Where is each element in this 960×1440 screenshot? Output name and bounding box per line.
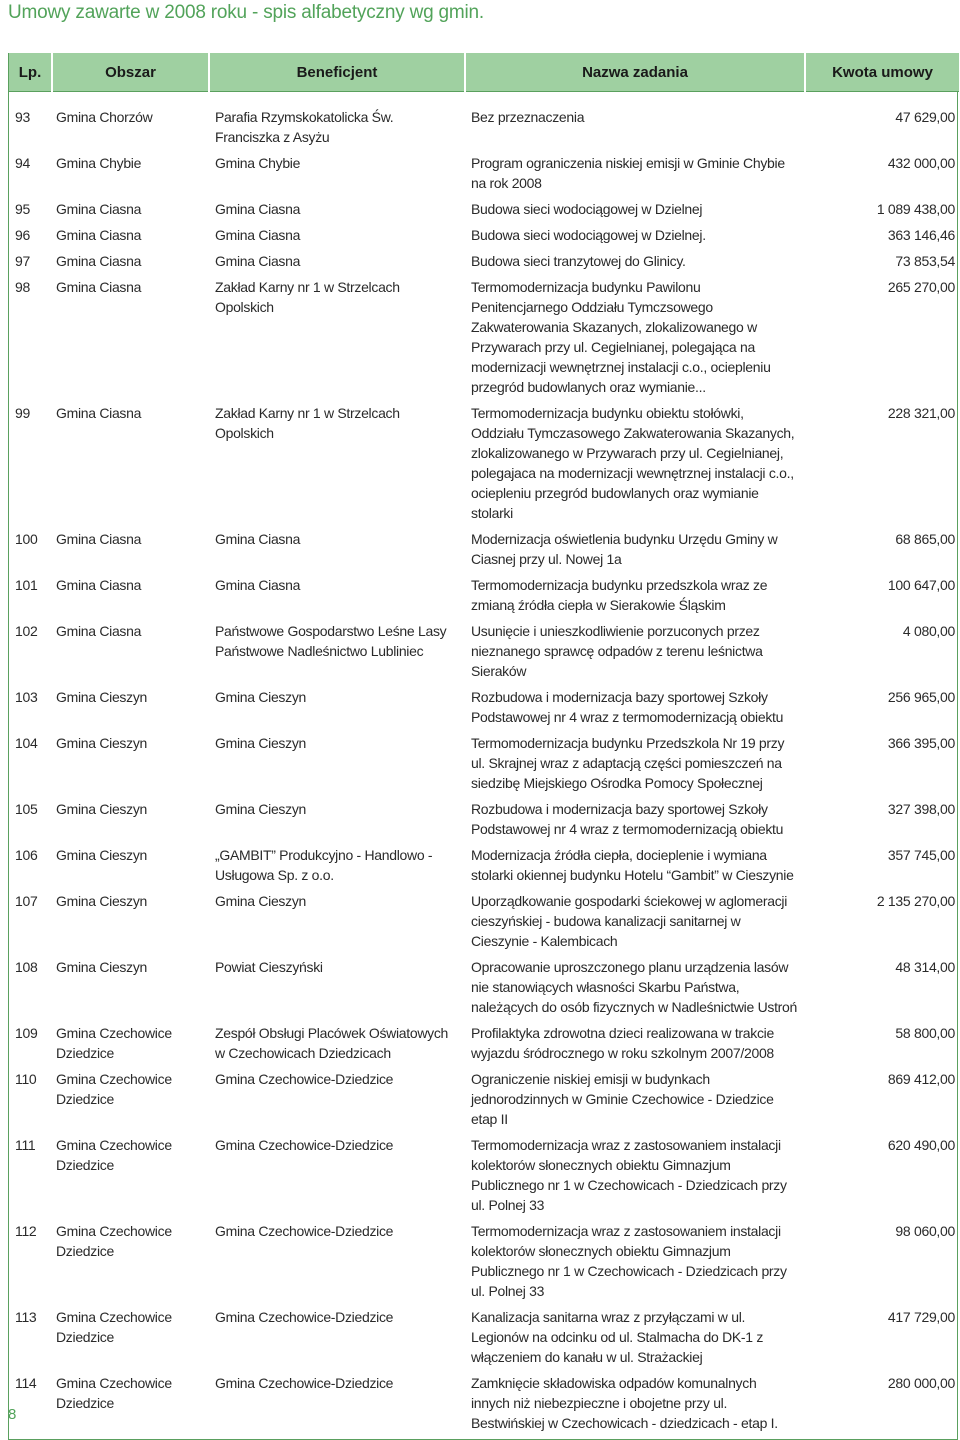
cell-kwota-umowy: 73 853,54 xyxy=(895,253,955,269)
contracts-table-container xyxy=(8,53,958,1440)
cell-lp: 103 xyxy=(15,689,38,705)
cell-lp: 100 xyxy=(15,531,38,547)
cell-obszar: Gmina Cieszyn xyxy=(56,847,148,863)
cell-kwota-umowy: 1 089 438,00 xyxy=(876,201,955,217)
table-row xyxy=(9,225,959,251)
cell-nazwa-zadania: Termomodernizacja wraz z zastosowaniem instalacji kolektorów słonecznych obiektu Gimnazjum Publicznego nr 1 w Czechowicach - Dziedzicach przy ul. Polnej 33 xyxy=(471,1223,787,1299)
cell-obszar: Gmina Czechowice Dziedzice xyxy=(56,1223,172,1259)
cell-nazwa-zadania: Modernizacja oświetlenia budynku Urzędu Gminy w Ciasnej przy ul. Nowej 1a xyxy=(471,531,778,567)
table-row xyxy=(9,277,959,403)
cell-nazwa-zadania: Termomodernizacja budynku obiektu stołówki, Oddziału Tymczasowego Zakwaterowania Skazanych, zlokalizowanego w Przywarach przy ul. Cegielnianej, polegajaca na modernizacji wewnętrznej instalacji c.o., ociepleniu przegród budowlanych oraz wymianie stolarki xyxy=(471,405,795,521)
cell-obszar: Gmina Ciasna xyxy=(56,253,142,269)
cell-kwota-umowy: 2 135 270,00 xyxy=(876,893,955,909)
cell-nazwa-zadania: Budowa sieci wodociągowej w Dzielnej. xyxy=(471,227,706,243)
cell-beneficjent: Gmina Ciasna xyxy=(215,577,301,593)
table-row xyxy=(9,1069,959,1135)
cell-beneficjent: „GAMBIT” Produkcyjno - Handlowo - Usługowa Sp. z o.o. xyxy=(215,847,433,883)
cell-nazwa-zadania: Budowa sieci tranzytowej do Glinicy. xyxy=(471,253,686,269)
cell-kwota-umowy: 48 314,00 xyxy=(895,959,955,975)
cell-lp: 98 xyxy=(15,279,30,295)
table-row xyxy=(9,199,959,225)
cell-nazwa-zadania: Ograniczenie niskiej emisji w budynkach jednorodzinnych w Gminie Czechowice - Dziedzice etap II xyxy=(471,1071,774,1127)
cell-lp: 101 xyxy=(15,577,38,593)
table-row xyxy=(9,529,959,575)
cell-kwota-umowy: 366 395,00 xyxy=(887,735,955,751)
cell-kwota-umowy: 620 490,00 xyxy=(887,1137,955,1153)
cell-lp: 93 xyxy=(15,109,30,125)
cell-beneficjent: Gmina Czechowice-Dziedzice xyxy=(215,1223,394,1239)
table-row xyxy=(9,1135,959,1221)
cell-kwota-umowy: 58 800,00 xyxy=(895,1025,955,1041)
cell-lp: 99 xyxy=(15,405,30,421)
cell-beneficjent: Parafia Rzymskokatolicka Św. Franciszka z Asyżu xyxy=(215,109,394,145)
header-nazwa-zadania: Nazwa zadania xyxy=(465,53,805,92)
cell-nazwa-zadania: Uporządkowanie gospodarki ściekowej w aglomeracji cieszyńskiej - budowa kanalizacji sanitarnej w Cieszynie - Kalembicach xyxy=(471,893,788,949)
cell-nazwa-zadania: Termomodernizacja budynku Przedszkola Nr 19 przy ul. Skrajnej wraz z adaptacją części pomieszczeń na siedzibę Miejskiego Ośrodka Pomocy Społecznej xyxy=(471,735,785,791)
cell-lp: 112 xyxy=(15,1223,37,1239)
cell-kwota-umowy: 98 060,00 xyxy=(895,1223,955,1239)
cell-obszar: Gmina Cieszyn xyxy=(56,689,148,705)
table-row xyxy=(9,1307,959,1373)
cell-obszar: Gmina Chybie xyxy=(56,155,142,171)
cell-beneficjent: Gmina Ciasna xyxy=(215,253,301,269)
cell-kwota-umowy: 4 080,00 xyxy=(902,623,955,639)
cell-kwota-umowy: 256 965,00 xyxy=(887,689,955,705)
cell-nazwa-zadania: Kanalizacja sanitarna wraz z przyłączami w ul. Legionów na odcinku od ul. Stalmacha do DK-1 z włączeniem do kanału w ul. Strażackiej xyxy=(471,1309,764,1365)
table-row xyxy=(9,799,959,845)
table-row xyxy=(9,733,959,799)
table-body xyxy=(9,92,959,1440)
cell-beneficjent: Gmina Czechowice-Dziedzice xyxy=(215,1071,394,1087)
cell-kwota-umowy: 357 745,00 xyxy=(887,847,955,863)
cell-beneficjent: Państwowe Gospodarstwo Leśne Lasy Państwowe Nadleśnictwo Lubliniec xyxy=(215,623,447,659)
table-row xyxy=(9,621,959,687)
table-row xyxy=(9,153,959,199)
cell-beneficjent: Gmina Cieszyn xyxy=(215,735,307,751)
cell-kwota-umowy: 68 865,00 xyxy=(895,531,955,547)
cell-kwota-umowy: 327 398,00 xyxy=(887,801,955,817)
cell-nazwa-zadania: Termomodernizacja wraz z zastosowaniem instalacji kolektorów słonecznych obiektu Gimnazjum Publicznego nr 1 w Czechowicach - Dziedzicach przy ul. Polnej 33 xyxy=(471,1137,787,1213)
cell-kwota-umowy: 417 729,00 xyxy=(887,1309,955,1325)
table-row xyxy=(9,1221,959,1307)
cell-obszar: Gmina Czechowice Dziedzice xyxy=(56,1137,172,1173)
cell-kwota-umowy: 869 412,00 xyxy=(887,1071,955,1087)
cell-nazwa-zadania: Termomodernizacja budynku przedszkola wraz ze zmianą źródła ciepła w Sierakowie Śląskim xyxy=(471,577,768,613)
cell-beneficjent: Gmina Ciasna xyxy=(215,227,301,243)
cell-obszar: Gmina Cieszyn xyxy=(56,801,148,817)
cell-nazwa-zadania: Opracowanie uproszczonego planu urządzenia lasów nie stanowiących własności Skarbu Państwa, należących do osób fizycznych w Nadleśnictwie Ustroń xyxy=(471,959,797,1015)
table-row xyxy=(9,1373,959,1439)
table-row xyxy=(9,403,959,529)
header-kwota-umowy: Kwota umowy xyxy=(805,53,959,92)
cell-obszar: Gmina Ciasna xyxy=(56,623,142,639)
table-row xyxy=(9,575,959,621)
contracts-table xyxy=(9,53,959,1439)
cell-lp: 110 xyxy=(15,1071,37,1087)
cell-beneficjent: Gmina Cieszyn xyxy=(215,801,307,817)
cell-obszar: Gmina Ciasna xyxy=(56,577,142,593)
table-row xyxy=(9,1023,959,1069)
cell-obszar: Gmina Czechowice Dziedzice xyxy=(56,1309,172,1345)
cell-lp: 108 xyxy=(15,959,38,975)
table-row xyxy=(9,891,959,957)
cell-lp: 97 xyxy=(15,253,30,269)
cell-obszar: Gmina Cieszyn xyxy=(56,893,148,909)
cell-lp: 106 xyxy=(15,847,38,863)
cell-beneficjent: Powiat Cieszyński xyxy=(215,959,323,975)
header-beneficjent: Beneficjent xyxy=(209,53,465,92)
cell-kwota-umowy: 363 146,46 xyxy=(887,227,955,243)
cell-beneficjent: Gmina Czechowice-Dziedzice xyxy=(215,1375,394,1391)
cell-obszar: Gmina Czechowice Dziedzice xyxy=(56,1025,172,1061)
cell-kwota-umowy: 265 270,00 xyxy=(887,279,955,295)
page-title: Umowy zawarte w 2008 roku - spis alfabetyczny wg gmin. xyxy=(8,2,485,23)
cell-lp: 113 xyxy=(15,1309,37,1325)
header-lp: Lp. xyxy=(9,53,52,92)
cell-lp: 102 xyxy=(15,623,38,639)
cell-beneficjent: Gmina Czechowice-Dziedzice xyxy=(215,1309,394,1325)
cell-beneficjent: Gmina Cieszyn xyxy=(215,689,307,705)
cell-nazwa-zadania: Usunięcie i unieszkodliwienie porzuconych przez nieznanego sprawcę odpadów z terenu leśnictwa Sieraków xyxy=(471,623,763,679)
cell-kwota-umowy: 47 629,00 xyxy=(895,109,955,125)
cell-kwota-umowy: 228 321,00 xyxy=(887,405,955,421)
cell-beneficjent: Zespół Obsługi Placówek Oświatowych w Czechowicach Dziedzicach xyxy=(215,1025,449,1061)
cell-lp: 96 xyxy=(15,227,30,243)
cell-obszar: Gmina Ciasna xyxy=(56,201,142,217)
table-row xyxy=(9,92,959,154)
cell-obszar: Gmina Chorzów xyxy=(56,109,153,125)
cell-nazwa-zadania: Program ograniczenia niskiej emisji w Gminie Chybie na rok 2008 xyxy=(471,155,785,191)
cell-beneficjent: Gmina Ciasna xyxy=(215,531,301,547)
cell-lp: 105 xyxy=(15,801,38,817)
cell-obszar: Gmina Ciasna xyxy=(56,279,142,295)
cell-nazwa-zadania: Zamknięcie składowiska odpadów komunalnych innych niż niebezpieczne i obojetne przy ul. Bestwińskiej w Czechowicach - dziedzicach - etap I. xyxy=(471,1375,778,1431)
cell-nazwa-zadania: Budowa sieci wodociągowej w Dzielnej xyxy=(471,201,703,217)
cell-beneficjent: Gmina Czechowice-Dziedzice xyxy=(215,1137,394,1153)
table-header xyxy=(9,53,959,92)
cell-nazwa-zadania: Rozbudowa i modernizacja bazy sportowej Szkoły Podstawowej nr 4 wraz z termomodernizacją obiektu xyxy=(471,801,784,837)
cell-kwota-umowy: 100 647,00 xyxy=(887,577,955,593)
cell-obszar: Gmina Czechowice Dziedzice xyxy=(56,1071,172,1107)
cell-beneficjent: Gmina Chybie xyxy=(215,155,301,171)
table-row xyxy=(9,845,959,891)
cell-obszar: Gmina Czechowice Dziedzice xyxy=(56,1375,172,1411)
cell-lp: 114 xyxy=(15,1375,37,1391)
cell-lp: 104 xyxy=(15,735,38,751)
cell-kwota-umowy: 280 000,00 xyxy=(887,1375,955,1391)
cell-kwota-umowy: 432 000,00 xyxy=(887,155,955,171)
cell-obszar: Gmina Cieszyn xyxy=(56,735,148,751)
table-row xyxy=(9,687,959,733)
table-row xyxy=(9,251,959,277)
cell-beneficjent: Zakład Karny nr 1 w Strzelcach Opolskich xyxy=(215,279,400,315)
cell-lp: 95 xyxy=(15,201,30,217)
cell-beneficjent: Gmina Cieszyn xyxy=(215,893,307,909)
cell-nazwa-zadania: Modernizacja źródła ciepła, docieplenie i wymiana stolarki okiennej budynku Hotelu “Gambit” w Cieszynie xyxy=(471,847,794,883)
cell-nazwa-zadania: Termomodernizacja budynku Pawilonu Penitencjarnego Oddziału Tymczsowego Zakwaterowania Skazanych, zlokalizowanego w Przywarach przy ul. Cegielnianej, polegająca na modernizacji wewnętrznej instalacji c.o., ociepleniu przegród budowlanych oraz wymianie... xyxy=(471,279,771,395)
header-obszar: Obszar xyxy=(52,53,209,92)
contracts-table-box xyxy=(8,53,958,1440)
table-row xyxy=(9,957,959,1023)
cell-nazwa-zadania: Bez przeznaczenia xyxy=(471,109,585,125)
cell-lp: 109 xyxy=(15,1025,38,1041)
cell-nazwa-zadania: Rozbudowa i modernizacja bazy sportowej Szkoły Podstawowej nr 4 wraz z termomodernizacją obiektu xyxy=(471,689,784,725)
cell-obszar: Gmina Cieszyn xyxy=(56,959,148,975)
header-row xyxy=(9,53,959,92)
cell-beneficjent: Gmina Ciasna xyxy=(215,201,301,217)
cell-beneficjent: Zakład Karny nr 1 w Strzelcach Opolskich xyxy=(215,405,400,441)
cell-obszar: Gmina Ciasna xyxy=(56,405,142,421)
page-number: 8 xyxy=(8,1406,17,1423)
cell-lp: 94 xyxy=(15,155,30,171)
cell-obszar: Gmina Ciasna xyxy=(56,227,142,243)
cell-obszar: Gmina Ciasna xyxy=(56,531,142,547)
cell-nazwa-zadania: Profilaktyka zdrowotna dzieci realizowana w trakcie wyjazdu śródrocznego w roku szkolnym 2007/2008 xyxy=(471,1025,774,1061)
cell-lp: 107 xyxy=(15,893,38,909)
cell-lp: 111 xyxy=(15,1137,36,1153)
